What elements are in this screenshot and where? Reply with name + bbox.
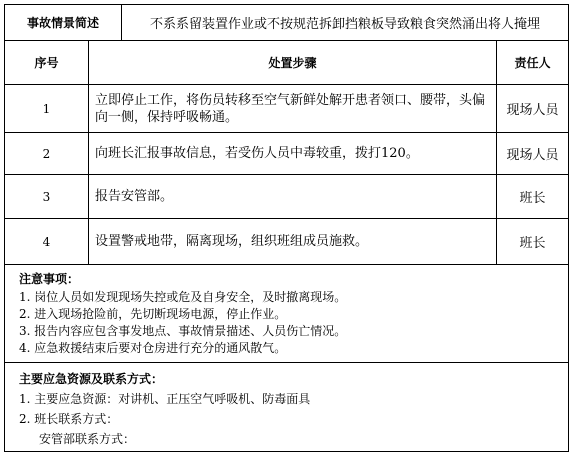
table-row (5, 133, 568, 175)
col-no-header: 序号 (5, 41, 89, 84)
resources-block (5, 363, 568, 449)
row-number: 3 (5, 175, 89, 218)
note-item: 4. 应急救援结束后要对仓房进行充分的通风散气。 (19, 341, 287, 355)
table-row (5, 85, 568, 133)
resources-line: 2. 班长联系方式： (19, 412, 119, 426)
row-owner: 班长 (519, 236, 546, 251)
note-item: 1. 岗位人员如发现现场失控或危及自身安全，及时撤离现场。 (19, 290, 347, 304)
column-header-row (5, 41, 568, 85)
table-row (5, 175, 568, 219)
row-owner: 班长 (519, 191, 546, 206)
table-row (5, 219, 568, 265)
resources-title: 主要应急资源及联系方式： (19, 372, 164, 386)
scenario-label: 事故情景简述 (5, 5, 122, 40)
row-number: 1 (5, 85, 89, 132)
resources-line: 1. 主要应急资源：对讲机、正压空气呼吸机、防毒面具 (19, 392, 311, 406)
notes-title: 注意事项： (19, 272, 80, 286)
notes-block (5, 265, 568, 357)
col-steps-header: 处置步骤 (89, 41, 497, 84)
row-step: 立即停止工作，将伤员转移至空气新鲜处解开患者领口、腰带，头偏向一侧，保持呼吸畅通。 (89, 85, 497, 132)
row-step: 设置警戒地带，隔离现场，组织班组成员施救。 (89, 219, 497, 264)
note-item: 2. 进入现场抢险前，先切断现场电源，停止作业。 (19, 307, 287, 321)
row-number: 4 (5, 219, 89, 264)
resources-line: 安管部联系方式： (39, 432, 136, 446)
scenario-row (5, 5, 568, 41)
scenario-description: 不系系留装置作业或不按规范拆卸挡粮板导致粮食突然涌出将人掩埋 (149, 17, 540, 32)
row-owner: 现场人员 (506, 103, 559, 118)
row-step: 向班长汇报事故信息，若受伤人员中毒较重，拨打120。 (89, 133, 497, 174)
note-item: 3. 报告内容应包含事发地点、事故情景描述、人员伤亡情况。 (19, 324, 347, 338)
emergency-response-table (4, 4, 569, 452)
row-owner: 现场人员 (506, 148, 559, 163)
resources-section (5, 363, 568, 451)
col-owner-header: 责任人 (514, 56, 551, 70)
row-number: 2 (5, 133, 89, 174)
notes-section (5, 265, 568, 363)
row-step: 报告安管部。 (89, 175, 497, 218)
